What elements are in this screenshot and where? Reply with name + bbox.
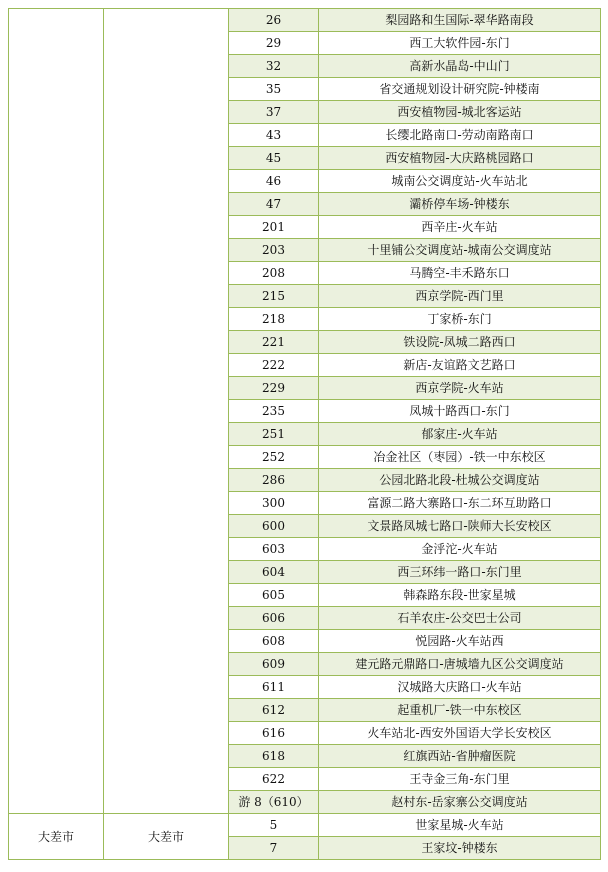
route-number: 45 [229, 147, 319, 170]
route-number: 229 [229, 377, 319, 400]
route-endpoints: 西安植物园-大庆路桃园路口 [319, 147, 601, 170]
station-cell [104, 9, 229, 814]
table-row [9, 9, 601, 32]
route-number: 603 [229, 538, 319, 561]
route-endpoints: 王家坟-钟楼东 [319, 837, 601, 860]
route-number: 37 [229, 101, 319, 124]
route-number: 612 [229, 699, 319, 722]
route-endpoints: 新店-友谊路文艺路口 [319, 354, 601, 377]
route-number: 43 [229, 124, 319, 147]
route-number: 616 [229, 722, 319, 745]
bus-routes-body [9, 9, 601, 860]
route-endpoints: 火车站北-西安外国语大学长安校区 [319, 722, 601, 745]
route-endpoints: 韩森路东段-世家星城 [319, 584, 601, 607]
route-endpoints: 世家星城-火车站 [319, 814, 601, 837]
route-endpoints: 高新水晶岛-中山门 [319, 55, 601, 78]
route-number: 251 [229, 423, 319, 446]
area-cell [9, 9, 104, 814]
route-endpoints: 西京学院-火车站 [319, 377, 601, 400]
route-endpoints: 丁家桥-东门 [319, 308, 601, 331]
route-number: 609 [229, 653, 319, 676]
route-endpoints: 金泘沱-火车站 [319, 538, 601, 561]
route-endpoints: 冶金社区（枣园）-铁一中东校区 [319, 446, 601, 469]
route-number: 5 [229, 814, 319, 837]
route-endpoints: 西三环纬一路口-东门里 [319, 561, 601, 584]
route-endpoints: 西辛庄-火车站 [319, 216, 601, 239]
route-number: 286 [229, 469, 319, 492]
route-number: 604 [229, 561, 319, 584]
route-number: 32 [229, 55, 319, 78]
route-endpoints: 西京学院-西门里 [319, 285, 601, 308]
route-endpoints: 西安植物园-城北客运站 [319, 101, 601, 124]
route-number: 215 [229, 285, 319, 308]
route-number: 29 [229, 32, 319, 55]
route-number: 35 [229, 78, 319, 101]
route-endpoints: 省交通规划设计研究院-钟楼南 [319, 78, 601, 101]
route-endpoints: 郁家庄-火车站 [319, 423, 601, 446]
route-endpoints: 灞桥停车场-钟楼东 [319, 193, 601, 216]
route-number: 300 [229, 492, 319, 515]
area-cell: 大差市 [9, 814, 104, 860]
route-number: 235 [229, 400, 319, 423]
route-endpoints: 赵村东-岳家寨公交调度站 [319, 791, 601, 814]
route-number: 605 [229, 584, 319, 607]
route-number: 218 [229, 308, 319, 331]
route-endpoints: 王寺金三角-东门里 [319, 768, 601, 791]
route-endpoints: 梨园路和生国际-翠华路南段 [319, 9, 601, 32]
route-number: 600 [229, 515, 319, 538]
route-endpoints: 文景路凤城七路口-陕师大长安校区 [319, 515, 601, 538]
route-endpoints: 马腾空-丰禾路东口 [319, 262, 601, 285]
bus-routes-table [8, 8, 601, 860]
route-endpoints: 城南公交调度站-火车站北 [319, 170, 601, 193]
route-number: 221 [229, 331, 319, 354]
route-number: 611 [229, 676, 319, 699]
route-endpoints: 富源二路大寨路口-东二环互助路口 [319, 492, 601, 515]
route-endpoints: 石羊农庄-公交巴士公司 [319, 607, 601, 630]
route-endpoints: 凤城十路西口-东门 [319, 400, 601, 423]
route-endpoints: 十里铺公交调度站-城南公交调度站 [319, 239, 601, 262]
route-endpoints: 长缨北路南口-劳动南路南口 [319, 124, 601, 147]
route-number: 608 [229, 630, 319, 653]
route-endpoints: 建元路元鼎路口-唐城墙九区公交调度站 [319, 653, 601, 676]
route-number: 46 [229, 170, 319, 193]
route-endpoints: 公园北路北段-杜城公交调度站 [319, 469, 601, 492]
route-number: 208 [229, 262, 319, 285]
route-number: 7 [229, 837, 319, 860]
route-number: 203 [229, 239, 319, 262]
route-endpoints: 铁设院-凤城二路西口 [319, 331, 601, 354]
route-endpoints: 汉城路大庆路口-火车站 [319, 676, 601, 699]
route-number: 252 [229, 446, 319, 469]
route-endpoints: 红旗西站-省肿瘤医院 [319, 745, 601, 768]
route-number: 622 [229, 768, 319, 791]
route-endpoints: 悦园路-火车站西 [319, 630, 601, 653]
route-number: 201 [229, 216, 319, 239]
route-number: 618 [229, 745, 319, 768]
station-cell: 大差市 [104, 814, 229, 860]
route-number: 游 8（610） [229, 791, 319, 814]
table-row [9, 814, 601, 837]
route-number: 47 [229, 193, 319, 216]
route-number: 222 [229, 354, 319, 377]
route-number: 26 [229, 9, 319, 32]
route-endpoints: 起重机厂-铁一中东校区 [319, 699, 601, 722]
route-endpoints: 西工大软件园-东门 [319, 32, 601, 55]
route-number: 606 [229, 607, 319, 630]
